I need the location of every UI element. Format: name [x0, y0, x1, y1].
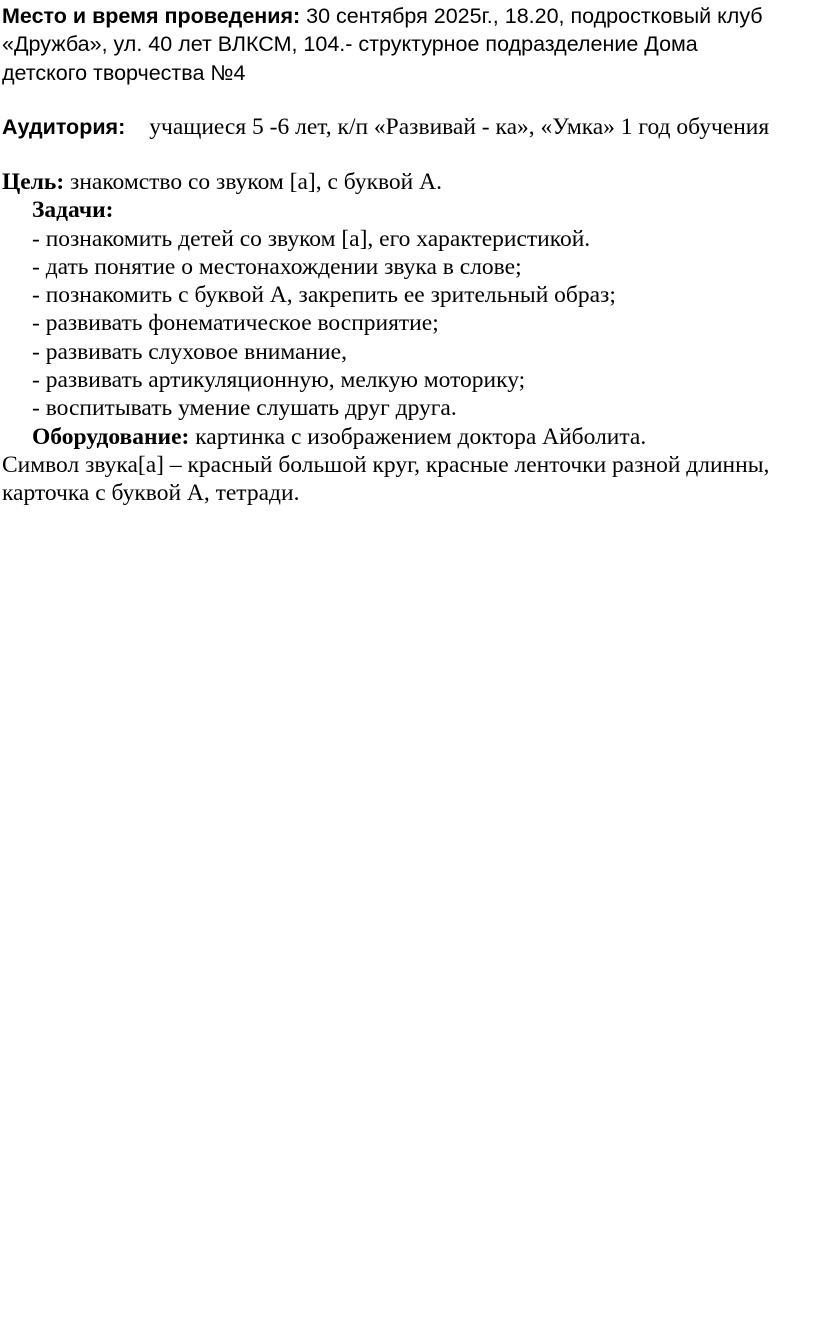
venue-section — [2, 2, 763, 87]
tasks-label: Задачи: — [32, 197, 114, 224]
venue-line-2 — [2, 30, 763, 58]
goal-label: Цель: — [2, 169, 65, 195]
lesson-plan-section — [2, 168, 769, 508]
task-item: - воспитывать умение слушать друг друга. — [32, 395, 457, 422]
task-item: - познакомить с буквой А, закрепить ее зрительный образ; — [32, 282, 616, 309]
task-item: - развивать фонематическое восприятие; — [32, 310, 439, 337]
task-item: - познакомить детей со звуком [а], его характеристикой. — [32, 225, 591, 252]
audience-text: учащиеся 5 -6 лет, к/п «Развивай - ка», «Умка» 1 год обучения — [149, 114, 770, 140]
equipment-line-1 — [2, 423, 769, 451]
audience-section — [2, 113, 769, 141]
task-item: - дать понятие о местонахождении звука в слове; — [32, 253, 522, 280]
audience-label: Аудитория: — [2, 115, 126, 139]
venue-line-3 — [2, 59, 763, 87]
equipment-text-1: картинка с изображением доктора Айболита. — [189, 423, 647, 450]
venue-label: Место и время проведения: — [2, 4, 301, 28]
venue-text-1: 30 сентября 2025г., 18.20, подростковый клуб — [300, 4, 763, 28]
audience-line — [2, 113, 769, 141]
tasks-heading — [2, 196, 769, 224]
equipment-label: Оборудование: — [32, 423, 190, 450]
venue-line-1 — [2, 2, 763, 30]
task-item: - развивать артикуляционную, мелкую моторику; — [32, 367, 526, 394]
venue-text-2: «Дружба», ул. 40 лет ВЛКСМ, 104.- структурное подразделение Дома — [2, 32, 698, 57]
equipment-line-3: карточка с буквой А, тетради. — [2, 480, 300, 507]
goal-text: знакомство со звуком [а], с буквой А. — [64, 169, 442, 195]
task-item: - развивать слуховое внимание, — [32, 338, 347, 365]
equipment-line-2: Символ звука[а] – красный большой круг, красные ленточки разной длинны, — [2, 451, 770, 478]
goal-line — [2, 168, 769, 196]
venue-text-3: детского творчества №4 — [2, 60, 246, 85]
